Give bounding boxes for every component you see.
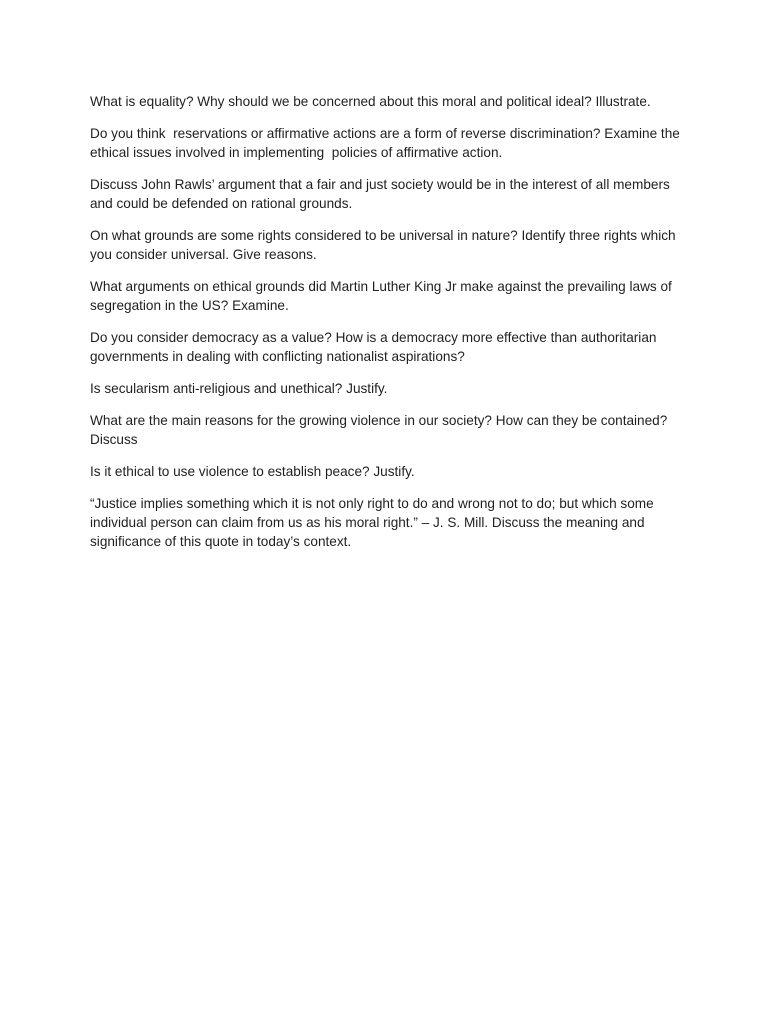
question-paragraph: On what grounds are some rights considered to be universal in nature? Identify three rights which you consider universal. Give reasons. bbox=[90, 228, 680, 262]
question-paragraph: Discuss John Rawls’ argument that a fair and just society would be in the interest of all members and could be defended on rational grounds. bbox=[90, 177, 674, 211]
question-paragraph: Do you think reservations or affirmative actions are a form of reverse discrimination? Examine the ethical issues involved in implementing policies of affirmative action. bbox=[90, 126, 684, 160]
question-paragraph: “Justice implies something which it is not only right to do and wrong not to do; but which some individual person can claim from us as his moral right.” – J. S. Mill. Discuss the meaning and significance of this quote in today’s context. bbox=[90, 496, 658, 549]
question-list bbox=[90, 92, 690, 564]
question-paragraph: What is equality? Why should we be concerned about this moral and political ideal? Illustrate. bbox=[90, 94, 651, 109]
question-paragraph: What arguments on ethical grounds did Martin Luther King Jr make against the prevailing laws of segregation in the US? Examine. bbox=[90, 279, 676, 313]
question-paragraph: What are the main reasons for the growing violence in our society? How can they be contained? Discuss bbox=[90, 413, 672, 447]
question-paragraph: Do you consider democracy as a value? How is a democracy more effective than authoritarian governments in dealing with conflicting nationalist aspirations? bbox=[90, 330, 661, 364]
question-paragraph: Is it ethical to use violence to establish peace? Justify. bbox=[90, 464, 415, 479]
question-paragraph: Is secularism anti-religious and unethical? Justify. bbox=[90, 381, 388, 396]
